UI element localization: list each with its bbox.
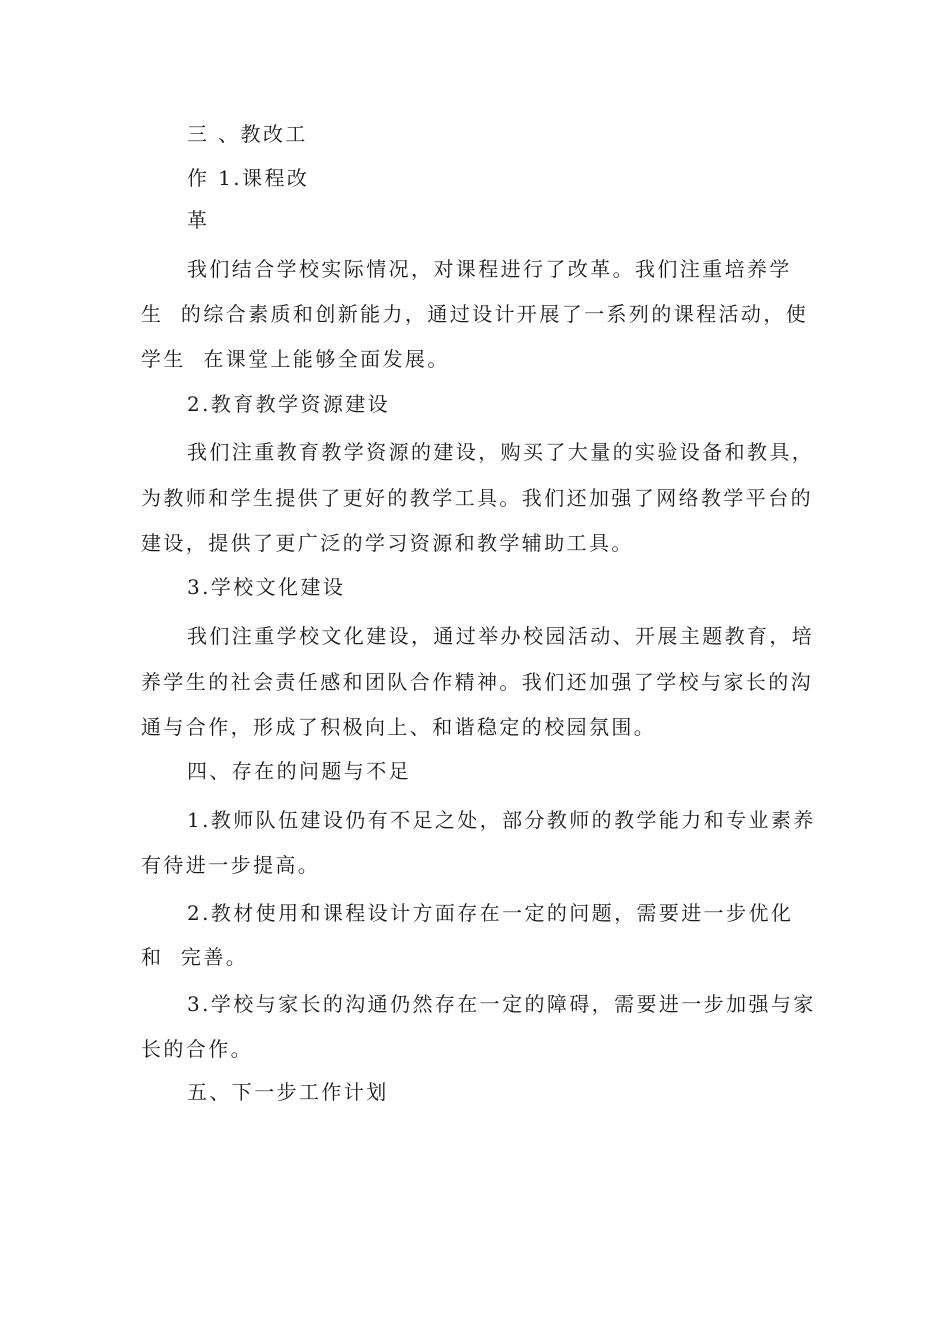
paragraph-culture-line-3: 通与合作，形成了积极向上、和谐稳定的校园氛围。: [141, 715, 657, 739]
section-heading-3-line-3: 革: [187, 208, 210, 232]
paragraph-culture-line-2: 养学生的社会责任感和团队合作精神。我们还加强了学校与家长的沟: [141, 670, 813, 694]
subheading-resources: 2.教育教学资源建设: [187, 392, 391, 416]
paragraph-curriculum-line-2: 生 的综合素质和创新能力，通过设计开展了一系列的课程活动，使: [141, 302, 809, 326]
subheading-culture: 3.学校文化建设: [187, 575, 346, 599]
paragraph-curriculum-line-1: 我们结合学校实际情况，对课程进行了改革。我们注重培养学: [187, 257, 792, 281]
paragraph-resources-line-2: 为教师和学生提供了更好的教学工具。我们还加强了网络教学平台的: [141, 486, 813, 510]
paragraph-resources-line-3: 建设，提供了更广泛的学习资源和教学辅助工具。: [141, 531, 634, 555]
section-heading-3-line-2: 作 1.课程改: [187, 166, 310, 190]
paragraph-culture-line-1: 我们注重学校文化建设，通过举办校园活动、开展主题教育，培: [187, 624, 815, 648]
issue-2-line-1: 2.教材使用和课程设计方面存在一定的问题，需要进一步优化: [187, 901, 794, 925]
issue-3-line-2: 长的合作。: [141, 1037, 253, 1061]
section-heading-4: 四、存在的问题与不足: [187, 759, 411, 783]
section-heading-3-line-1: 三 、教改工: [187, 122, 308, 146]
issue-3-line-1: 3.学校与家长的沟通仍然存在一定的障碍，需要进一步加强与家: [187, 992, 816, 1016]
issue-1-line-2: 有待进一步提高。: [141, 853, 321, 877]
issue-1-line-1: 1.教师队伍建设仍有不足之处，部分教师的教学能力和专业素养: [187, 808, 816, 832]
paragraph-resources-line-1: 我们注重教育教学资源的建设，购买了大量的实验设备和教具，: [187, 440, 815, 464]
section-heading-5: 五、下一步工作计划: [187, 1080, 389, 1104]
issue-2-line-2: 和 完善。: [141, 945, 249, 969]
paragraph-curriculum-line-3: 学生 在课堂上能够全面发展。: [141, 347, 450, 371]
